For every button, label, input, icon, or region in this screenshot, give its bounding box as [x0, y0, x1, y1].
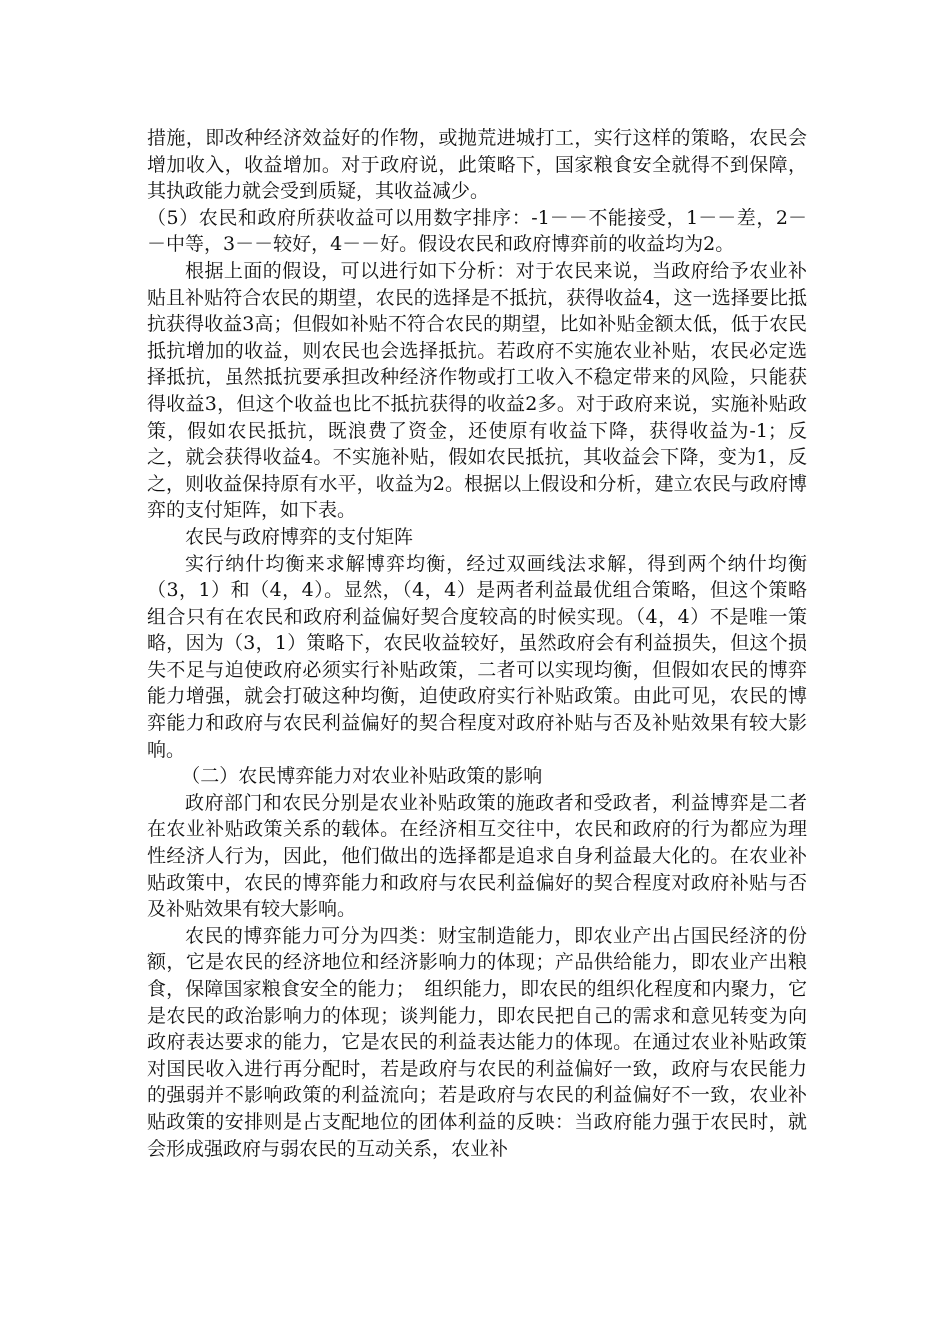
paragraph-nash-equilibrium: 实行纳什均衡来求解博弈均衡，经过双画线法求解，得到两个纳什均衡（3，1）和（4，4）。显然，（4，4）是两者利益最优组合策略，但这个策略组合只有在农民和政府利益偏好契合度较高的时候实现。（4，4）不是唯一策略，因为（3，1）策略下，农民收益较好，虽然政府会有利益损失，但这个损失不足与迫使政府必须实行补贴政策，二者可以实现均衡，但假如农民的博弈能力增强，就会打破这种均衡，迫使政府实行补贴政策。由此可见，农民的博弈能力和政府与农民利益偏好的契合程度对政府补贴与否及补贴效果有较大影响。 [147, 552, 807, 761]
paragraph-farmer-capabilities: 农民的博弈能力可分为四类：财宝制造能力，即农业产出占国民经济的份额，它是农民的经济地位和经济影响力的体现；产品供给能力，即农业产出粮食，保障国家粮食安全的能力； 组织能力，即农民的组织化程度和内聚力，它是农民的政治影响力的体现；谈判能力，即农民把自己的需求和意见转变为向政府表达要求的能力，它是农民的利益表达能力的体现。在通过农业补贴政策对国民收入进行再分配时，若是政府与农民的利益偏好一致，政府与农民能力的强弱并不影响政策的利益流向；若是政府与农民的利益偏好不一致，农业补贴政策的安排则是占支配地位的团体利益的反映：当政府能力强于农民时，就会形成强政府与弱农民的互动关系，农业补 [147, 924, 807, 1160]
paragraph-analysis: 根据上面的假设，可以进行如下分析：对于农民来说，当政府给予农业补贴且补贴符合农民的期望，农民的选择是不抵抗，获得收益4，这一选择要比抵抗获得收益3高；但假如补贴不符合农民的期望，比如补贴金额太低，低于农民抵抗增加的收益，则农民也会选择抵抗。若政府不实施农业补贴，农民必定选择抵抗，虽然抵抗要承担改种经济作物或打工收入不稳定带来的风险，只能获得收益3，但这个收益也比不抵抗获得的收益2多。对于政府来说，实施补贴政策，假如农民抵抗，既浪费了资金，还使原有收益下降，获得收益为-1；反之，就会获得收益4。不实施补贴，假如农民抵抗，其收益会下降，变为1，反之，则收益保持原有水平，收益为2。根据以上假设和分析，建立农民与政府博弈的支付矩阵，如下表。 [147, 259, 807, 522]
document-body [147, 125, 807, 1162]
paragraph-continuation: 措施，即改种经济效益好的作物，或抛荒进城打工，实行这样的策略，农民会增加收入，收益增加。对于政府说，此策略下，国家粮食安全就得不到保障，其执政能力就会受到质疑，其收益减少。 [147, 127, 807, 203]
paragraph-assumption-5: （5）农民和政府所获收益可以用数字排序：-1－－不能接受，1－－差，2－－中等，3－－较好，4－－好。假设农民和政府博弈前的收益均为2。 [147, 206, 807, 256]
section-heading: （二）农民博弈能力对农业补贴政策的影响 [181, 765, 543, 788]
table-caption: 农民与政府博弈的支付矩阵 [185, 525, 414, 548]
paragraph-policy-actors: 政府部门和农民分别是农业补贴政策的施政者和受政者，利益博弈是二者在农业补贴政策关系的载体。在经济相互交往中，农民和政府的行为都应为理性经济人行为，因此，他们做出的选择都是追求自身利益最大化的。在农业补贴政策中，农民的博弈能力和政府与农民利益偏好的契合程度对政府补贴与否及补贴效果有较大影响。 [147, 791, 807, 921]
